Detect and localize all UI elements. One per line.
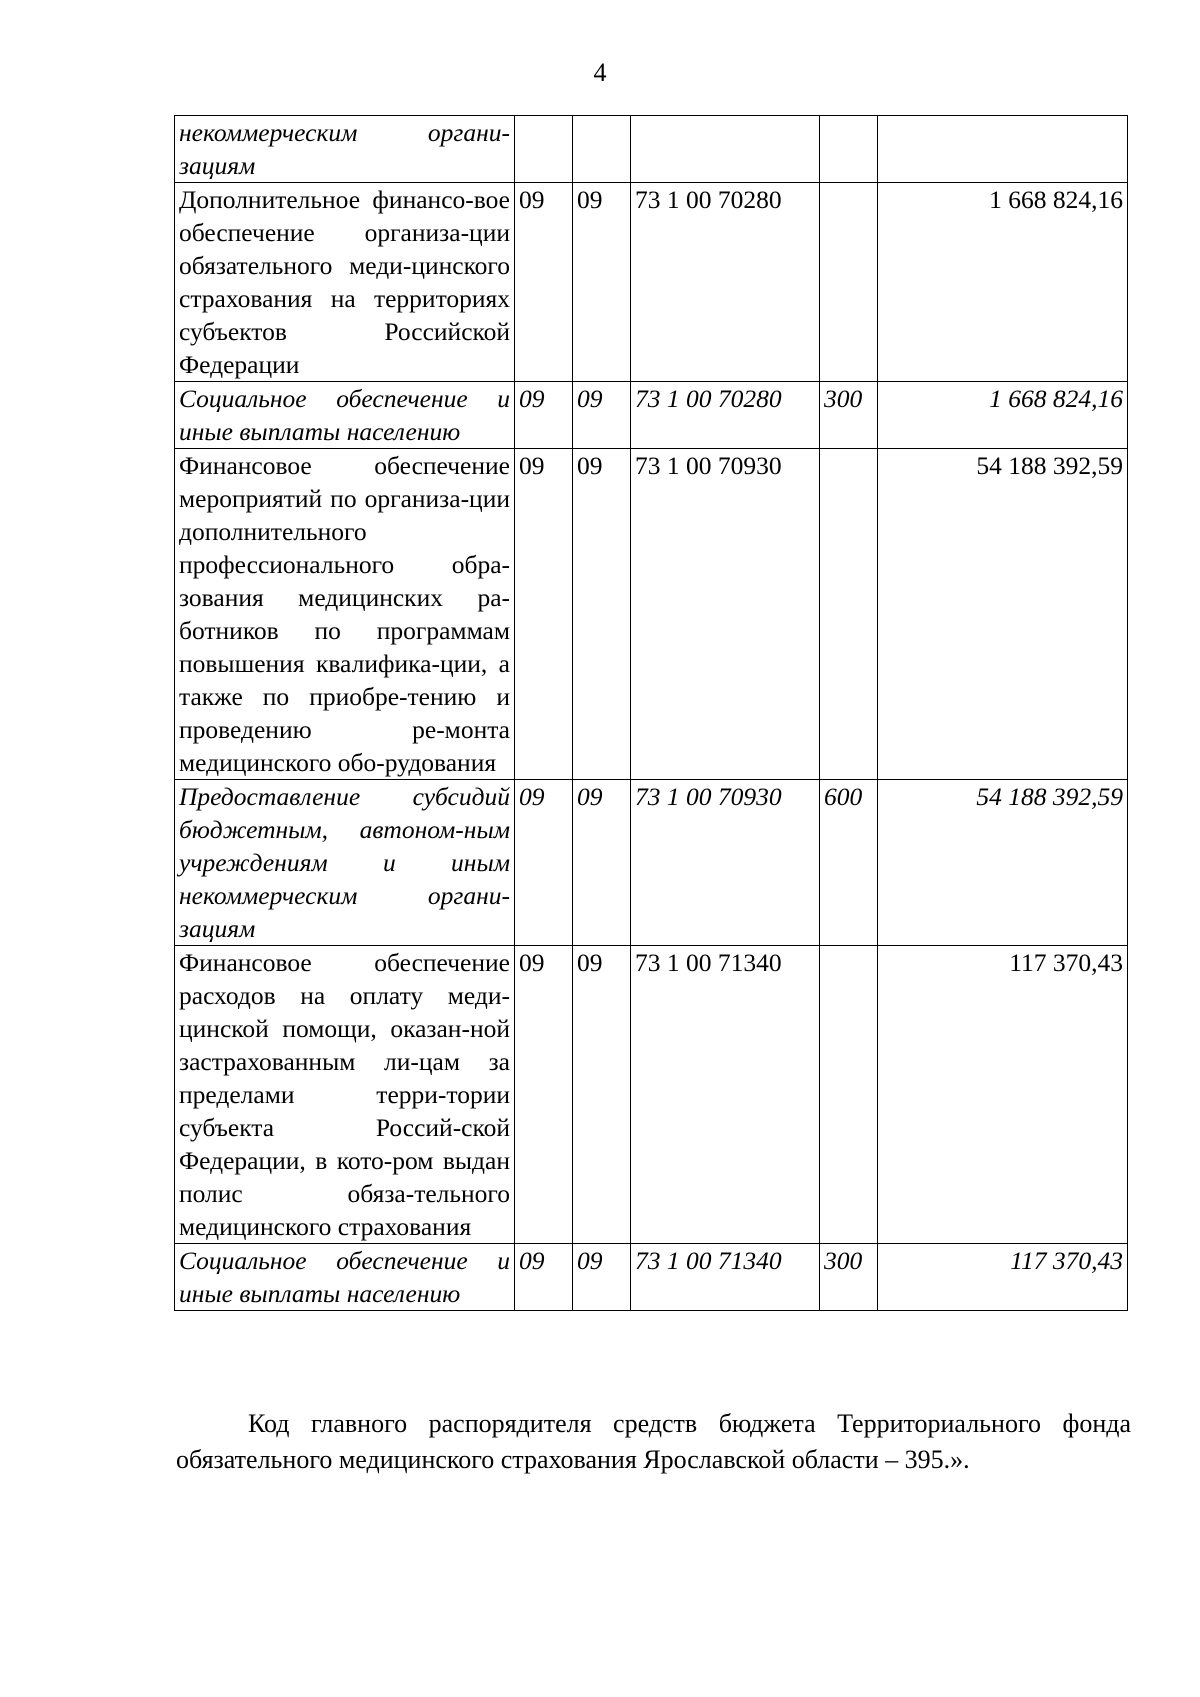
section-code-cell: 09: [515, 449, 573, 780]
target-article-cell: 73 1 00 70930: [631, 449, 820, 780]
table-row: [175, 946, 1128, 1244]
amount-cell: 1 668 824,16: [878, 183, 1128, 382]
subsection-code-cell: 09: [573, 382, 631, 449]
expense-name-cell: Финансовое обеспечение мероприятий по организа-ции дополнительного профессионального обра-зования медицинских ра-ботников по программам повышения квалифика-ции, а также по приобре-тению и проведению ре-монта медицинского обо-рудования: [175, 449, 515, 780]
subsection-code-cell: 09: [573, 780, 631, 946]
footer-paragraph: Код главного распорядителя средств бюджета Территориального фонда обязательного медицинского страхования Ярославской области – 395.».: [176, 1409, 1131, 1474]
expense-type-cell: 600: [820, 780, 878, 946]
table-row: [175, 449, 1128, 780]
expense-type-cell: 300: [820, 382, 878, 449]
expense-name-cell: некоммерческим органи- зациям: [175, 116, 515, 183]
amount-cell: 1 668 824,16: [878, 382, 1128, 449]
target-article-cell: 73 1 00 70280: [631, 183, 820, 382]
expense-name-cell: Дополнительное финансо-вое обеспечение организа-ции обязательного меди-цинского страхования на территориях субъектов Российской Федерации: [175, 183, 515, 382]
expense-name-cell: Социальное обеспечение и иные выплаты населению: [175, 1244, 515, 1311]
expense-name-cell: Финансовое обеспечение расходов на оплату меди-цинской помощи, оказан-ной застрахованным ли-цам за пределами терри-тории субъекта Россий-ской Федерации, в кото-ром выдан полис обяза-тельного медицинского страхования: [175, 946, 515, 1244]
target-article-cell: 73 1 00 70280: [631, 382, 820, 449]
amount-cell: 117 370,43: [878, 946, 1128, 1244]
subsection-code-cell: [573, 116, 631, 183]
amount-cell: 117 370,43: [878, 1244, 1128, 1311]
table-row: [175, 1244, 1128, 1311]
expense-type-cell: [820, 946, 878, 1244]
budget-table: [174, 115, 1128, 1311]
expense-name-cell: Предоставление субсидий бюджетным, автоном-ным учреждениям и иным некоммерческим органи-зациям: [175, 780, 515, 946]
expense-type-cell: 300: [820, 1244, 878, 1311]
expense-type-cell: [820, 183, 878, 382]
target-article-cell: [631, 116, 820, 183]
amount-cell: 54 188 392,59: [878, 780, 1128, 946]
target-article-cell: 73 1 00 71340: [631, 1244, 820, 1311]
section-code-cell: 09: [515, 1244, 573, 1311]
expense-type-cell: [820, 449, 878, 780]
subsection-code-cell: 09: [573, 183, 631, 382]
subsection-code-cell: 09: [573, 946, 631, 1244]
section-code-cell: 09: [515, 946, 573, 1244]
amount-cell: 54 188 392,59: [878, 449, 1128, 780]
table-row: [175, 183, 1128, 382]
section-code-cell: 09: [515, 382, 573, 449]
expense-name-cell: Социальное обеспечение и иные выплаты населению: [175, 382, 515, 449]
table-row: [175, 780, 1128, 946]
subsection-code-cell: 09: [573, 1244, 631, 1311]
target-article-cell: 73 1 00 71340: [631, 946, 820, 1244]
section-code-cell: 09: [515, 183, 573, 382]
section-code-cell: 09: [515, 780, 573, 946]
subsection-code-cell: 09: [573, 449, 631, 780]
amount-cell: [878, 116, 1128, 183]
section-code-cell: [515, 116, 573, 183]
page-number: 4: [593, 58, 607, 87]
target-article-cell: 73 1 00 70930: [631, 780, 820, 946]
table-row: [175, 116, 1128, 183]
table-row: [175, 382, 1128, 449]
expense-type-cell: [820, 116, 878, 183]
